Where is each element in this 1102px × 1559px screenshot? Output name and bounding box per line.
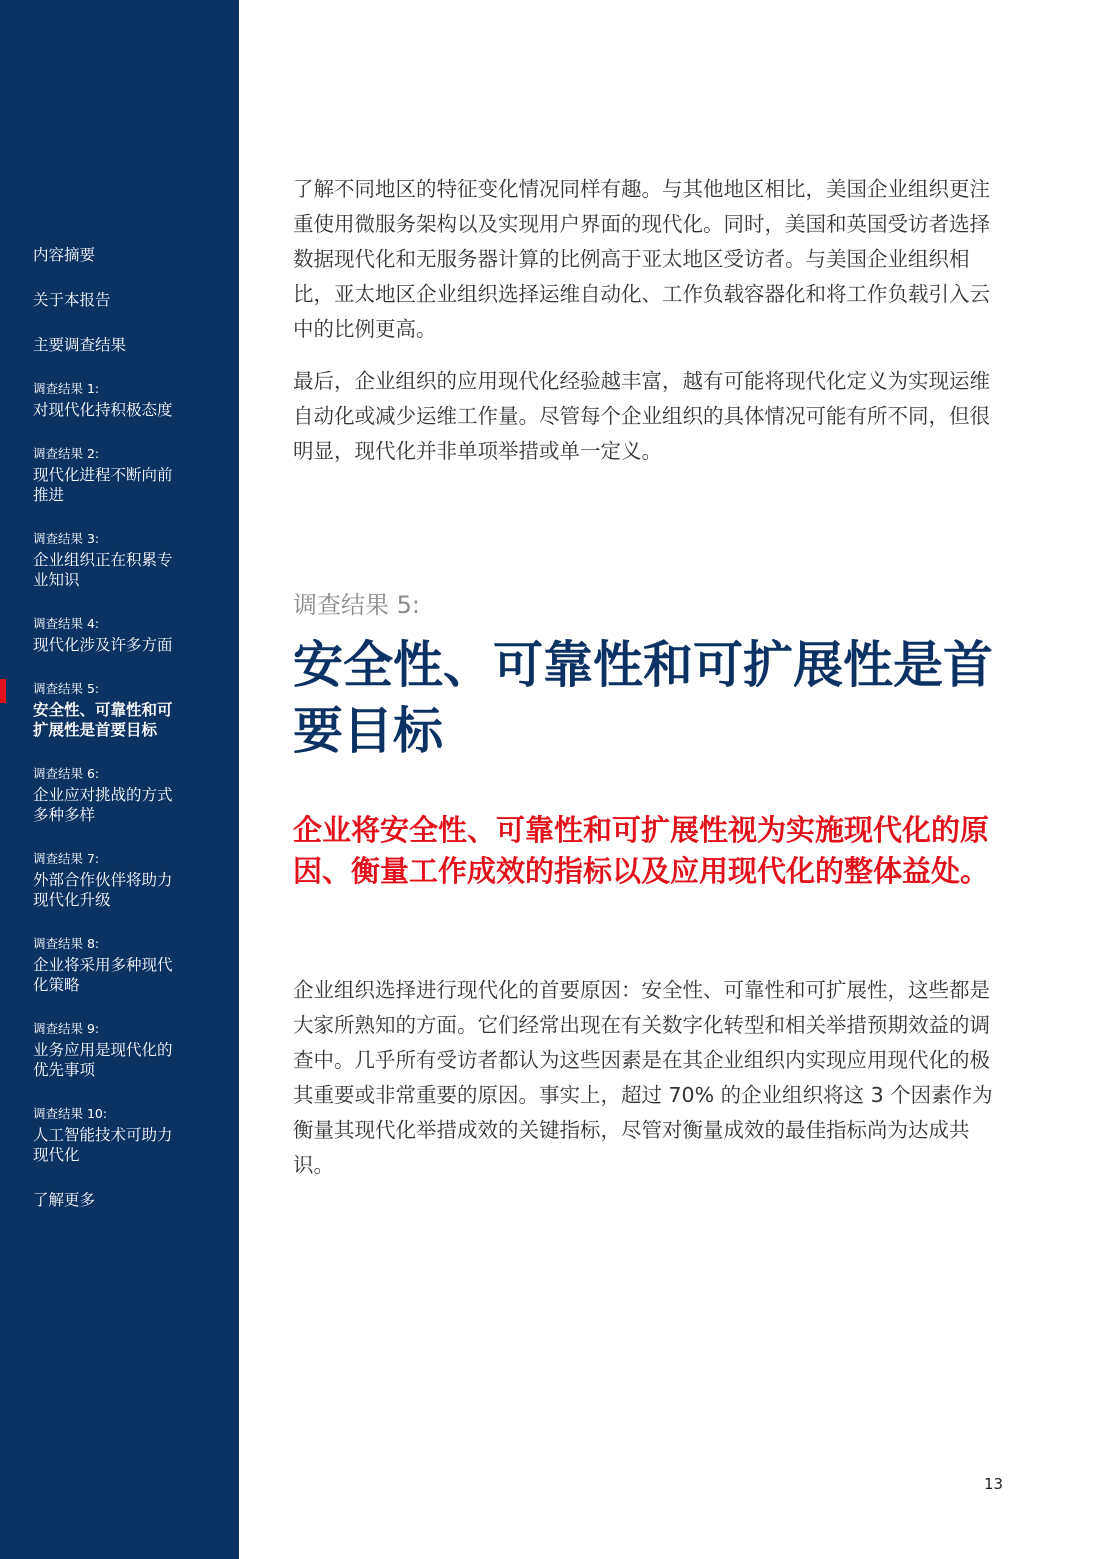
- sidebar-item-number: 调查结果 7:: [33, 851, 100, 866]
- active-section-marker: [0, 679, 6, 703]
- sidebar-item-label: 安全性、可靠性和可 扩展性是首要目标: [33, 701, 173, 739]
- sidebar-item-number: 调查结果 4:: [33, 616, 100, 631]
- sidebar-item-label: 对现代化持积极态度: [33, 401, 173, 419]
- sidebar-item-label: 企业将采用多种现代 化策略: [33, 956, 173, 994]
- sidebar-nav: [0, 0, 239, 1559]
- sidebar-item-number: 调查结果 1:: [33, 381, 100, 396]
- page-number: 13: [984, 1475, 1004, 1493]
- sidebar-item-label: 现代化进程不断向前 推进: [33, 466, 173, 504]
- sidebar-item-finding-10[interactable]: [33, 1106, 203, 1165]
- sidebar-item-label: 人工智能技术可助力 现代化: [33, 1126, 173, 1164]
- sidebar-item-finding-2[interactable]: [33, 446, 203, 505]
- sidebar-item-number: 调查结果 5:: [33, 681, 100, 696]
- sidebar-item-finding-8[interactable]: [33, 936, 203, 995]
- sidebar-item-key-findings[interactable]: [33, 335, 203, 355]
- sidebar-item-number: 调查结果 3:: [33, 531, 100, 546]
- sidebar-item-learn-more[interactable]: [33, 1190, 203, 1210]
- sidebar-item-finding-3[interactable]: [33, 531, 203, 590]
- sidebar-item-about[interactable]: [33, 290, 203, 310]
- section-title: 安全性、可靠性和可扩展性是首要目标: [293, 636, 993, 760]
- sidebar-item-label: 企业组织正在积累专 业知识: [33, 551, 173, 589]
- body-paragraph-reasons: 企业组织选择进行现代化的首要原因：安全性、可靠性和可扩展性，这些都是大家所熟知的方面。它们经常出现在有关数字化转型和相关举措预期效益的调查中。几乎所有受访者都认为这些因素是在其企业组织内实现应用现代化的极其重要或非常重要的原因。事实上，超过 70% 的企业组织将这 3 个因素作为衡量其现代化举措成效的关键指标，尽管对衡量成效的最佳指标尚为达成共识。: [293, 978, 993, 1177]
- sidebar-item-number: 调查结果 6:: [33, 766, 100, 781]
- sidebar-item-label: 主要调查结果: [33, 336, 127, 354]
- sidebar-item-finding-4[interactable]: [33, 616, 203, 655]
- sidebar-item-label: 业务应用是现代化的 优先事项: [33, 1041, 173, 1079]
- sidebar-item-finding-6[interactable]: [33, 766, 203, 825]
- sidebar-item-finding-9[interactable]: [33, 1021, 203, 1080]
- body-paragraph-regional: 了解不同地区的特征变化情况同样有趣。与其他地区相比，美国企业组织更注重使用微服务架构以及实现用户界面的现代化。同时，美国和英国受访者选择数据现代化和无服务器计算的比例高于亚太地区受访者。与美国企业组织相比，亚太地区企业组织选择运维自动化、工作负载容器化和将工作负载引入云中的比例更高。: [293, 177, 990, 341]
- sidebar-item-label: 外部合作伙伴将助力 现代化升级: [33, 871, 173, 909]
- sidebar-item-finding-7[interactable]: [33, 851, 203, 910]
- sidebar-item-finding-1[interactable]: [33, 381, 203, 420]
- sidebar-item-finding-5[interactable]: [33, 681, 203, 740]
- sidebar-item-number: 调查结果 9:: [33, 1021, 100, 1036]
- sidebar-item-label: 了解更多: [33, 1191, 96, 1209]
- sidebar-item-label: 企业应对挑战的方式 多种多样: [33, 786, 173, 824]
- highlight-statement: 企业将安全性、可靠性和可扩展性视为实施现代化的原因、衡量工作成效的指标以及应用现代化的整体益处。: [293, 813, 990, 888]
- sidebar-item-label: 内容摘要: [33, 246, 96, 264]
- sidebar-item-number: 调查结果 2:: [33, 446, 100, 461]
- sidebar-item-number: 调查结果 10:: [33, 1106, 108, 1121]
- sidebar-item-label: 关于本报告: [33, 291, 111, 309]
- body-paragraph-conclusion: 最后，企业组织的应用现代化经验越丰富，越有可能将现代化定义为实现运维自动化或减少运维工作量。尽管每个企业组织的具体情况可能有所不同，但很明显，现代化并非单项举措或单一定义。: [293, 369, 990, 463]
- sidebar-item-number: 调查结果 8:: [33, 936, 100, 951]
- sidebar-item-summary[interactable]: [33, 245, 203, 265]
- section-kicker: 调查结果 5:: [293, 591, 420, 619]
- sidebar-item-label: 现代化涉及许多方面: [33, 636, 173, 654]
